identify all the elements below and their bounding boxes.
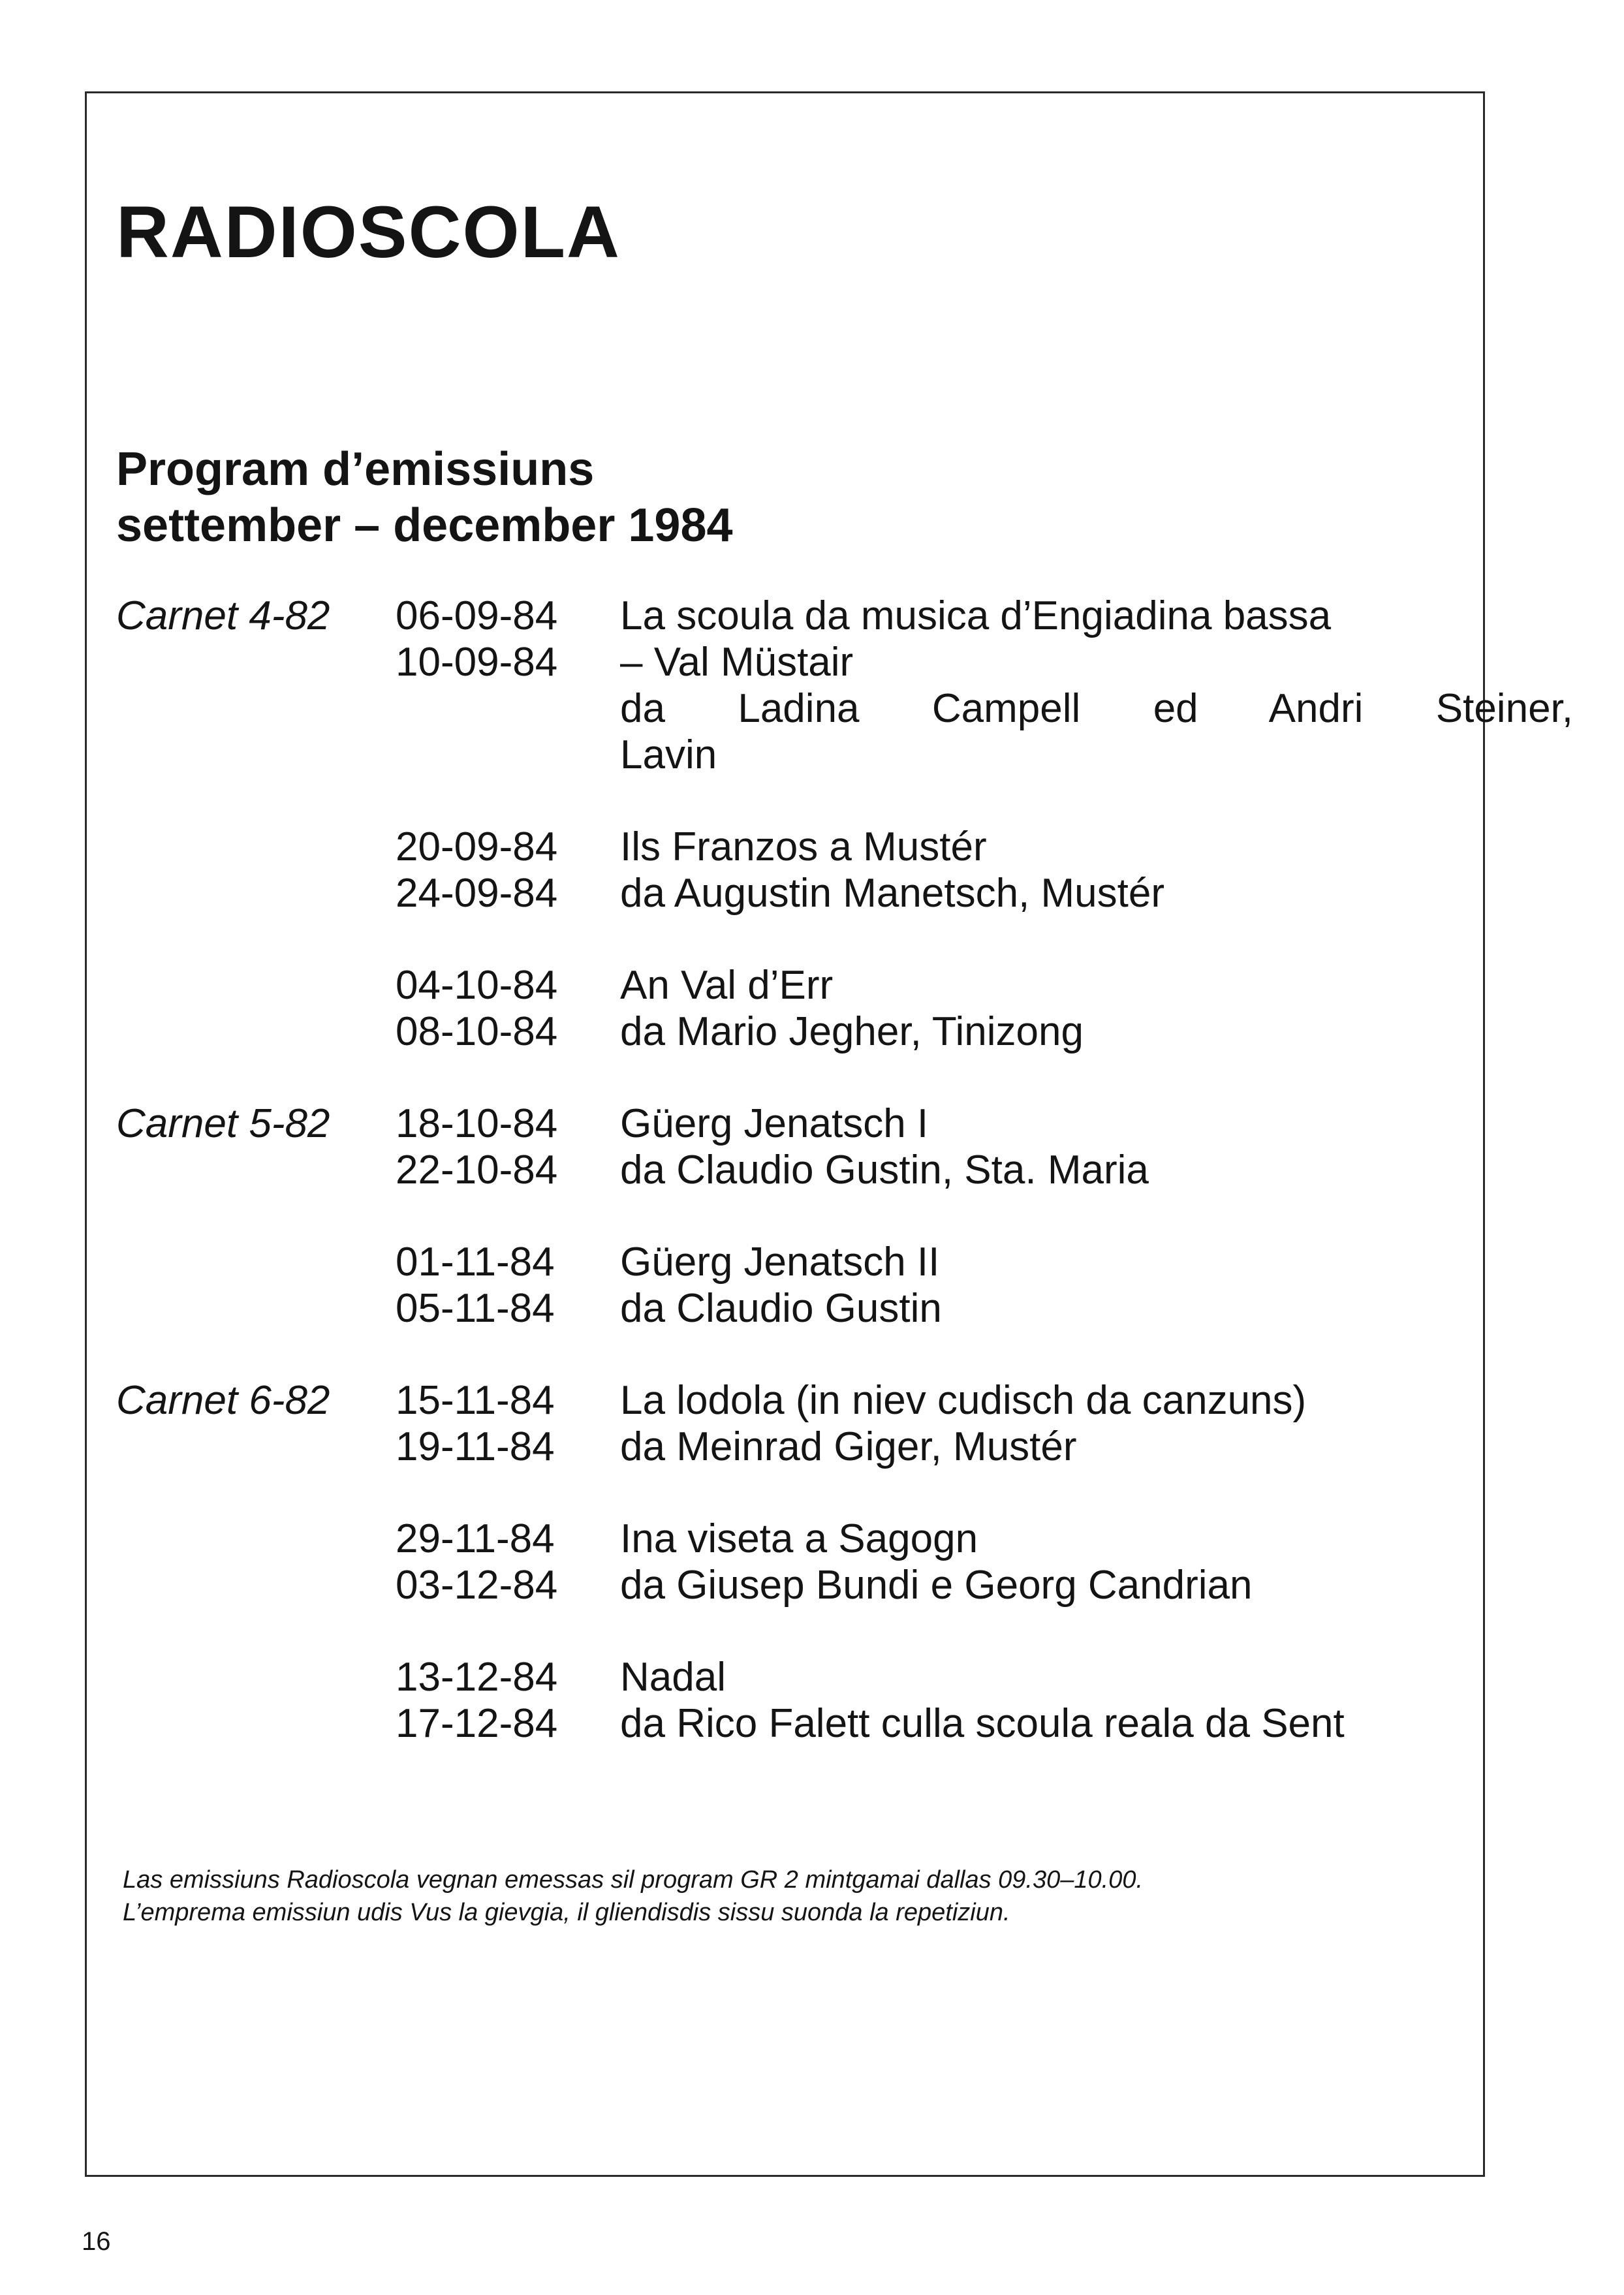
program-title: Ils Franzos a Mustér xyxy=(620,824,987,869)
program-author: – Val Müstair xyxy=(620,640,854,685)
schedule-line xyxy=(116,1424,1474,1470)
schedule-line xyxy=(116,685,1573,732)
schedule-line xyxy=(116,1700,1474,1747)
program-title: An Val d’Err xyxy=(620,963,834,1008)
schedule-line xyxy=(116,870,1474,916)
program-heading xyxy=(116,441,733,554)
schedule-entry xyxy=(116,824,1474,916)
schedule-line xyxy=(116,1008,1474,1055)
broadcast-date: 03-12-84 xyxy=(396,1563,558,1608)
broadcast-date: 13-12-84 xyxy=(396,1655,558,1700)
entry-spacer xyxy=(116,1055,1474,1101)
program-heading-line-2: settember – december 1984 xyxy=(116,499,733,552)
schedule-line xyxy=(116,1147,1474,1193)
broadcast-date: 15-11-84 xyxy=(396,1378,555,1423)
schedule-entry xyxy=(116,1101,1474,1193)
program-author: da Claudio Gustin, Sta. Maria xyxy=(620,1148,1149,1193)
schedule-line xyxy=(116,639,1474,685)
entry-spacer xyxy=(116,1332,1474,1377)
schedule-line xyxy=(116,824,1474,870)
schedule-entry xyxy=(116,1516,1474,1608)
carnet-label: Carnet 5-82 xyxy=(116,1101,330,1146)
program-title: Güerg Jenatsch II xyxy=(620,1240,940,1285)
entry-spacer xyxy=(116,1470,1474,1516)
program-author: da Augustin Manetsch, Mustér xyxy=(620,871,1165,916)
program-title: Güerg Jenatsch I xyxy=(620,1101,929,1146)
schedule-line xyxy=(116,1562,1474,1608)
program-author: da Giusep Bundi e Georg Candrian xyxy=(620,1563,1253,1608)
broadcast-schedule xyxy=(116,593,1573,1747)
broadcast-date: 29-11-84 xyxy=(396,1516,555,1561)
broadcast-date: 18-10-84 xyxy=(396,1101,558,1146)
carnet-label: Carnet 6-82 xyxy=(116,1378,330,1423)
footnote xyxy=(123,1864,1143,1929)
program-title: La lodola (in niev cudisch da canzuns) xyxy=(620,1378,1307,1423)
footnote-line-2: L’emprema emissiun udis Vus la gievgia, il gliendisdis sissu suonda la repetiziun. xyxy=(123,1899,1010,1926)
schedule-line xyxy=(116,1516,1474,1562)
broadcast-date: 19-11-84 xyxy=(396,1424,555,1469)
program-author: da Mario Jegher, Tinizong xyxy=(620,1009,1084,1054)
schedule-line xyxy=(116,593,1474,639)
program-heading-line-1: Program d’emissiuns xyxy=(116,443,595,495)
broadcast-date: 01-11-84 xyxy=(396,1240,555,1285)
schedule-entry xyxy=(116,962,1474,1055)
schedule-line xyxy=(116,732,1474,778)
footnote-line-1: Las emissiuns Radioscola vegnan emessas sil program GR 2 mintgamai dallas 09.30–10.00. xyxy=(123,1866,1144,1894)
broadcast-date: 22-10-84 xyxy=(396,1148,558,1193)
broadcast-date: 10-09-84 xyxy=(396,640,558,685)
entry-spacer xyxy=(116,1608,1474,1654)
schedule-entry xyxy=(116,593,1573,778)
broadcast-date: 20-09-84 xyxy=(396,824,558,869)
schedule-entry xyxy=(116,1654,1474,1747)
program-author: da Claudio Gustin xyxy=(620,1286,942,1331)
carnet-label: Carnet 4-82 xyxy=(116,593,330,638)
schedule-line xyxy=(116,962,1474,1008)
program-title: Ina viseta a Sagogn xyxy=(620,1516,978,1561)
page-number: 16 xyxy=(82,2227,111,2256)
schedule-line xyxy=(116,1101,1474,1147)
program-title: La scoula da musica d’Engiadina bassa xyxy=(620,593,1332,638)
broadcast-date: 05-11-84 xyxy=(396,1286,555,1331)
entry-spacer xyxy=(116,916,1474,962)
schedule-line xyxy=(116,1239,1474,1285)
program-author: da Meinrad Giger, Mustér xyxy=(620,1424,1077,1469)
broadcast-date: 06-09-84 xyxy=(396,593,558,638)
program-author: da Ladina Campell ed Andri Steiner, xyxy=(620,686,1573,731)
program-author: da Rico Falett culla scoula reala da Sent xyxy=(620,1701,1345,1746)
entry-spacer xyxy=(116,1193,1474,1239)
schedule-entry xyxy=(116,1377,1474,1470)
broadcast-date: 08-10-84 xyxy=(396,1009,558,1054)
broadcast-date: 17-12-84 xyxy=(396,1701,558,1746)
broadcast-date: 24-09-84 xyxy=(396,871,558,916)
schedule-line xyxy=(116,1654,1474,1700)
schedule-entry xyxy=(116,1239,1474,1332)
program-title: Nadal xyxy=(620,1655,726,1700)
page-title: RADIOSCOLA xyxy=(116,191,621,273)
schedule-line xyxy=(116,1377,1474,1424)
program-author: Lavin xyxy=(620,732,717,777)
entry-spacer xyxy=(116,778,1474,824)
schedule-line xyxy=(116,1285,1474,1332)
broadcast-date: 04-10-84 xyxy=(396,963,558,1008)
